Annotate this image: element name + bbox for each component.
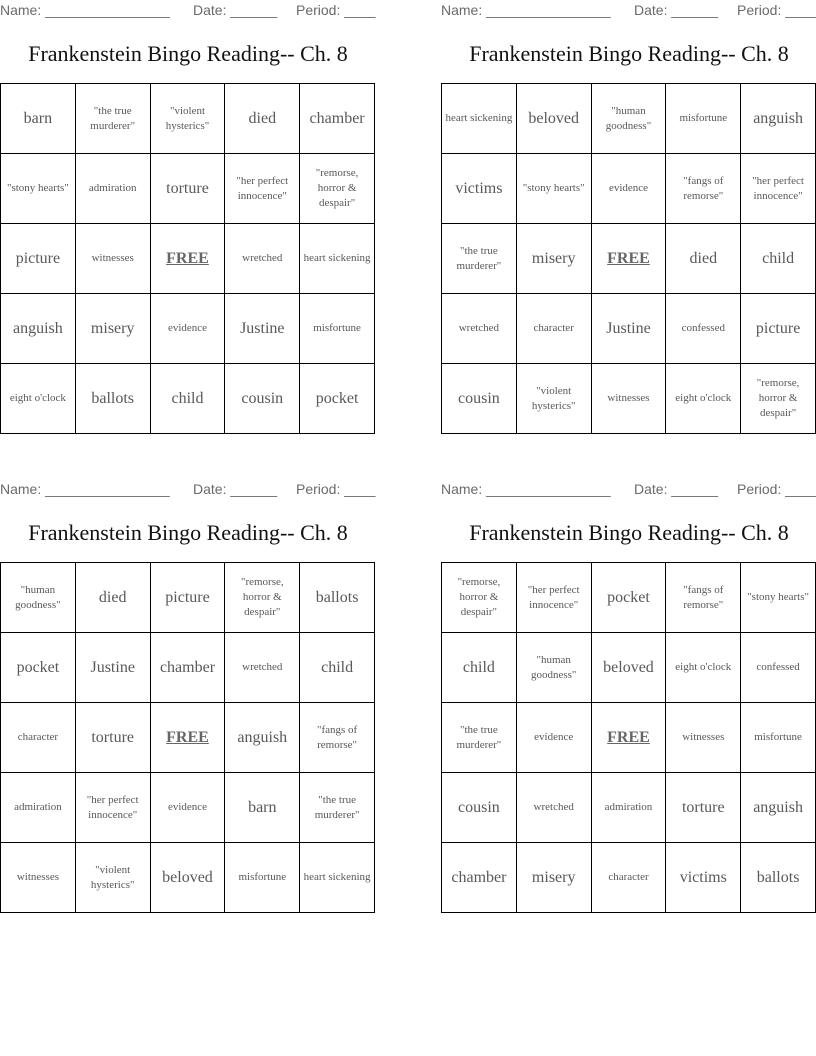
- bingo-cell: "her perfect innocence": [76, 773, 151, 843]
- bingo-cell: anguish: [225, 703, 300, 773]
- bingo-cell: evidence: [151, 773, 226, 843]
- bingo-cell: Justine: [76, 633, 151, 703]
- bingo-cell: admiration: [76, 154, 151, 224]
- bingo-cell: "the true murderer": [300, 773, 375, 843]
- bingo-cell: "human goodness": [517, 633, 592, 703]
- bingo-cell: ballots: [741, 843, 816, 913]
- bingo-cell: "the true murderer": [442, 703, 517, 773]
- bingo-cell: character: [1, 703, 76, 773]
- card-title: Frankenstein Bingo Reading-- Ch. 8: [28, 41, 348, 66]
- bingo-cell: cousin: [225, 364, 300, 434]
- bingo-cell: anguish: [741, 84, 816, 154]
- date-field-label: Date: ______: [193, 481, 278, 497]
- bingo-cell: eight o'clock: [666, 633, 741, 703]
- bingo-cell: barn: [1, 84, 76, 154]
- bingo-cell: admiration: [1, 773, 76, 843]
- free-space: FREE: [151, 703, 226, 773]
- name-field-label: Name: ________________: [441, 481, 611, 497]
- student-header: [0, 2, 376, 20]
- bingo-cell: Justine: [592, 294, 667, 364]
- period-field-label: Period: ____: [296, 481, 376, 497]
- bingo-cell: "remorse, horror & despair": [442, 563, 517, 633]
- bingo-cell: eight o'clock: [666, 364, 741, 434]
- bingo-cell: "her perfect innocence": [741, 154, 816, 224]
- bingo-cell: died: [666, 224, 741, 294]
- bingo-cell: child: [741, 224, 816, 294]
- bingo-cell: witnesses: [1, 843, 76, 913]
- bingo-cell: witnesses: [666, 703, 741, 773]
- bingo-grid: [0, 562, 375, 913]
- bingo-cell: "stony hearts": [517, 154, 592, 224]
- bingo-cell: ballots: [300, 563, 375, 633]
- bingo-cell: died: [225, 84, 300, 154]
- bingo-cell: misfortune: [225, 843, 300, 913]
- bingo-cell: pocket: [300, 364, 375, 434]
- bingo-cell: confessed: [666, 294, 741, 364]
- bingo-cell: wretched: [225, 224, 300, 294]
- date-field-label: Date: ______: [634, 2, 719, 18]
- bingo-cell: "the true murderer": [76, 84, 151, 154]
- bingo-cell: wretched: [225, 633, 300, 703]
- date-field-label: Date: ______: [634, 481, 719, 497]
- bingo-cell: misfortune: [666, 84, 741, 154]
- bingo-grid: [0, 83, 375, 434]
- bingo-cell: witnesses: [76, 224, 151, 294]
- name-field-label: Name: ________________: [441, 2, 611, 18]
- bingo-cell: "fangs of remorse": [300, 703, 375, 773]
- bingo-cell: heart sickening: [300, 843, 375, 913]
- bingo-cell: child: [442, 633, 517, 703]
- bingo-cell: heart sickening: [442, 84, 517, 154]
- bingo-cell: evidence: [151, 294, 226, 364]
- period-field-label: Period: ____: [737, 2, 816, 18]
- bingo-grid: [441, 562, 816, 913]
- free-space: FREE: [151, 224, 226, 294]
- bingo-cell: beloved: [151, 843, 226, 913]
- bingo-cell: ballots: [76, 364, 151, 434]
- student-header: [441, 2, 816, 20]
- free-space: FREE: [592, 224, 667, 294]
- bingo-cell: evidence: [592, 154, 667, 224]
- bingo-cell: "the true murderer": [442, 224, 517, 294]
- bingo-cell: beloved: [592, 633, 667, 703]
- card-title: Frankenstein Bingo Reading-- Ch. 8: [469, 520, 789, 545]
- bingo-cell: misfortune: [300, 294, 375, 364]
- bingo-cell: cousin: [442, 773, 517, 843]
- bingo-grid: [441, 83, 816, 434]
- bingo-cell: died: [76, 563, 151, 633]
- bingo-cell: "remorse, horror & despair": [225, 563, 300, 633]
- bingo-cell: character: [517, 294, 592, 364]
- bingo-cell: wretched: [442, 294, 517, 364]
- bingo-cell: picture: [741, 294, 816, 364]
- bingo-cell: misery: [517, 224, 592, 294]
- bingo-cell: pocket: [1, 633, 76, 703]
- bingo-cell: "fangs of remorse": [666, 154, 741, 224]
- bingo-cell: child: [300, 633, 375, 703]
- bingo-cell: heart sickening: [300, 224, 375, 294]
- bingo-cell: "remorse, horror & despair": [741, 364, 816, 434]
- bingo-cell: "her perfect innocence": [225, 154, 300, 224]
- bingo-cell: chamber: [300, 84, 375, 154]
- bingo-cell: picture: [1, 224, 76, 294]
- bingo-cell: "stony hearts": [741, 563, 816, 633]
- bingo-cell: "stony hearts": [1, 154, 76, 224]
- student-header: [441, 481, 816, 499]
- bingo-cell: "violent hysterics": [76, 843, 151, 913]
- card-title: Frankenstein Bingo Reading-- Ch. 8: [28, 520, 348, 545]
- bingo-cell: "human goodness": [1, 563, 76, 633]
- date-field-label: Date: ______: [193, 2, 278, 18]
- bingo-cell: chamber: [442, 843, 517, 913]
- bingo-cell: "remorse, horror & despair": [300, 154, 375, 224]
- bingo-cell: torture: [151, 154, 226, 224]
- bingo-cell: character: [592, 843, 667, 913]
- bingo-cell: "violent hysterics": [151, 84, 226, 154]
- period-field-label: Period: ____: [296, 2, 376, 18]
- name-field-label: Name: ________________: [0, 2, 170, 18]
- bingo-cell: anguish: [1, 294, 76, 364]
- bingo-cell: beloved: [517, 84, 592, 154]
- card-title: Frankenstein Bingo Reading-- Ch. 8: [469, 41, 789, 66]
- bingo-cell: anguish: [741, 773, 816, 843]
- bingo-cell: witnesses: [592, 364, 667, 434]
- bingo-cell: Justine: [225, 294, 300, 364]
- bingo-cell: wretched: [517, 773, 592, 843]
- student-header: [0, 481, 376, 499]
- bingo-cell: pocket: [592, 563, 667, 633]
- bingo-cell: eight o'clock: [1, 364, 76, 434]
- bingo-cell: child: [151, 364, 226, 434]
- bingo-cell: victims: [442, 154, 517, 224]
- bingo-cell: admiration: [592, 773, 667, 843]
- bingo-cell: cousin: [442, 364, 517, 434]
- bingo-cell: "fangs of remorse": [666, 563, 741, 633]
- bingo-cell: "her perfect innocence": [517, 563, 592, 633]
- bingo-cell: chamber: [151, 633, 226, 703]
- period-field-label: Period: ____: [737, 481, 816, 497]
- bingo-cell: misery: [517, 843, 592, 913]
- bingo-cell: torture: [76, 703, 151, 773]
- bingo-cell: "violent hysterics": [517, 364, 592, 434]
- bingo-cell: misfortune: [741, 703, 816, 773]
- name-field-label: Name: ________________: [0, 481, 170, 497]
- bingo-cell: evidence: [517, 703, 592, 773]
- bingo-cell: confessed: [741, 633, 816, 703]
- bingo-cell: victims: [666, 843, 741, 913]
- bingo-cell: misery: [76, 294, 151, 364]
- bingo-cell: "human goodness": [592, 84, 667, 154]
- bingo-cell: torture: [666, 773, 741, 843]
- bingo-cell: barn: [225, 773, 300, 843]
- bingo-cell: picture: [151, 563, 226, 633]
- free-space: FREE: [592, 703, 667, 773]
